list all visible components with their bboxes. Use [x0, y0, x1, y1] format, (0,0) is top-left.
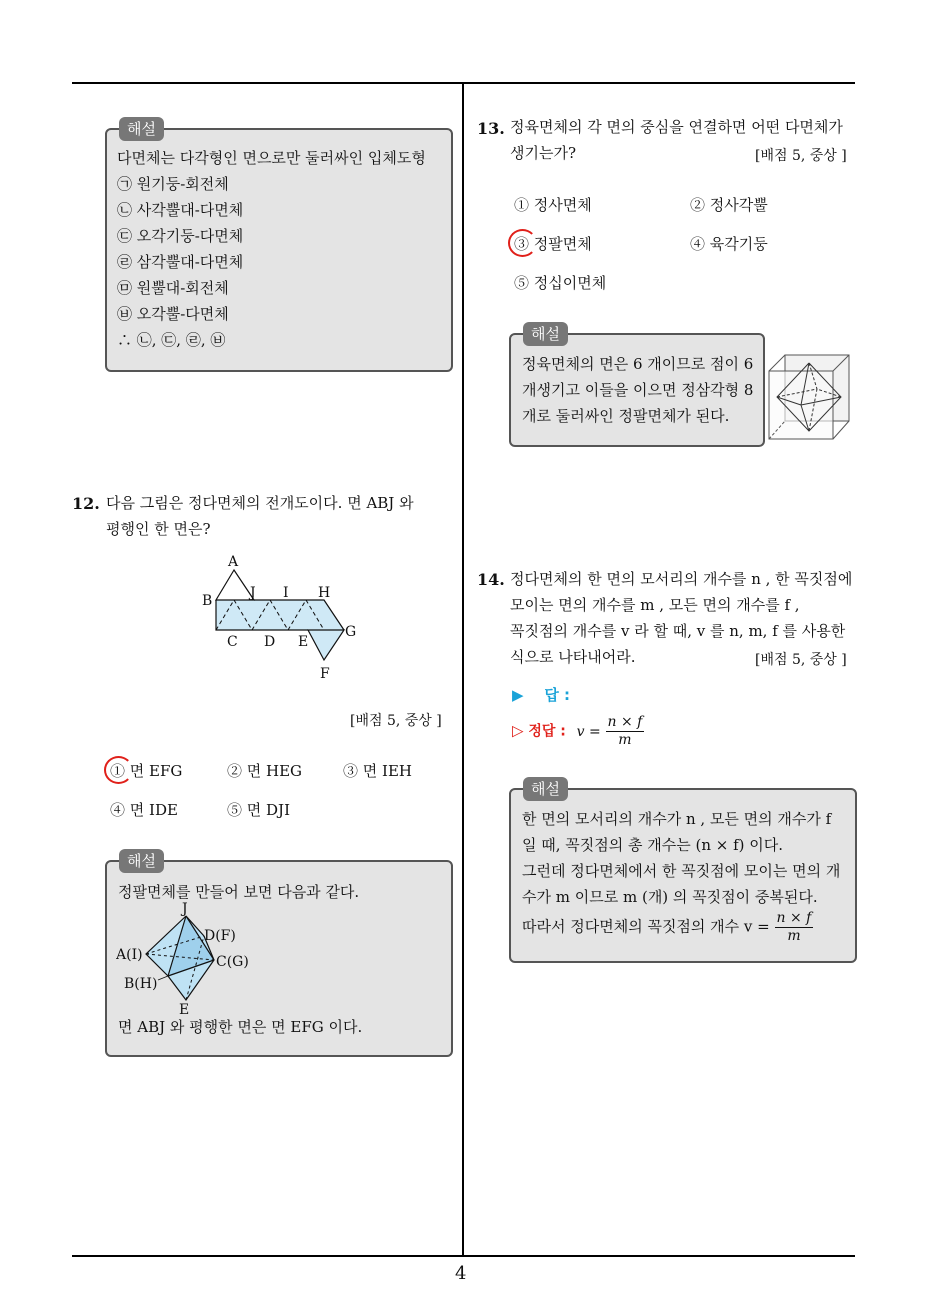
- explain-tag-q12: 해설: [119, 849, 164, 873]
- line: ㉥ 오각뿔-다면체: [117, 305, 229, 323]
- q12-line2: 평행인 한 면은?: [106, 520, 211, 538]
- q14-line2: 모이는 면의 개수를 m , 모든 면의 개수를 f ,: [510, 596, 800, 614]
- formula-fraction: [606, 714, 645, 749]
- score-q12: [배점 5, 중상 ]: [350, 713, 442, 729]
- line: 한 면의 모서리의 개수가 n , 모든 면의 개수가 f: [522, 810, 832, 828]
- explain-tag-q11: 해설: [119, 117, 164, 141]
- oct-leader: [158, 976, 168, 980]
- cube-octahedron-figure: [765, 351, 857, 445]
- line: 일 때, 꼭짓점의 총 개수는 (n × f) 이다.: [522, 836, 784, 854]
- choice-q12-5[interactable]: ⑤ 면 DJI: [227, 801, 290, 819]
- explain-numerator: n × f: [776, 910, 812, 926]
- question-number-12: 12.: [72, 494, 100, 513]
- q13-line2: 생기는가?: [510, 144, 577, 162]
- formula-lhs: v =: [576, 723, 601, 740]
- explain-tag-q14: 해설: [523, 777, 568, 801]
- oct-label-j: J: [182, 901, 188, 917]
- cube-edge: [769, 355, 785, 371]
- outline-play-icon: ▷: [512, 721, 524, 740]
- page-number: 4: [455, 1263, 467, 1284]
- bottom-rule: [72, 1255, 855, 1257]
- column-divider: [462, 84, 464, 1256]
- label-h: H: [318, 585, 331, 601]
- line: 따라서 정다면체의 꼭짓점의 개수 v =: [522, 917, 770, 936]
- face-abj: [216, 570, 254, 600]
- question-text-12: [106, 490, 456, 542]
- label-e: E: [298, 634, 309, 650]
- label-c: C: [227, 634, 238, 650]
- q14-line3: 꼭짓점의 개수를 v 라 할 때, v 를 n, m, f 를 사용한: [510, 622, 846, 640]
- line: ㉠ 원기둥-회전체: [117, 175, 229, 193]
- choice-q13-3[interactable]: ③ 정팔면체: [514, 235, 592, 253]
- net-diagram: [196, 552, 366, 684]
- choice-q12-3[interactable]: ③ 면 IEH: [343, 762, 412, 780]
- line: 정육면체의 면은 6 개이므로 점이 6: [522, 355, 754, 373]
- score-q14: [배점 5, 중상 ]: [755, 652, 847, 668]
- q14-line4: 식으로 나타내어라.: [510, 648, 636, 666]
- correct-answer-row: [512, 714, 644, 749]
- oct-label-bh: B(H): [124, 976, 158, 992]
- explain-q12-line2: 면 ABJ 와 평행한 면은 면 EFG 이다.: [118, 1018, 363, 1036]
- octahedron-diagram: [116, 900, 266, 1018]
- oct-label-df: D(F): [204, 928, 236, 944]
- line: 개로 둘러싸인 정팔면체가 된다.: [522, 407, 730, 425]
- choice-q13-4[interactable]: ④ 육각기둥: [690, 235, 768, 253]
- oct-label-cg: C(G): [216, 954, 249, 970]
- label-g: G: [345, 624, 357, 640]
- cube-edge: [833, 421, 849, 439]
- label-j: J: [250, 585, 256, 601]
- answer-row: [512, 684, 570, 705]
- explain-q12-line1: 정팔면체를 만들어 보면 다음과 같다.: [118, 883, 360, 901]
- score-q13: [배점 5, 중상 ]: [755, 148, 847, 164]
- explain-fraction: [775, 910, 814, 945]
- label-d: D: [264, 634, 276, 650]
- oct-label-ai: A(I): [116, 947, 143, 963]
- line: 그런데 정다면체에서 한 꼭짓점에 모이는 면의 개: [522, 862, 841, 880]
- line: ㉤ 원뿔대-회전체: [117, 279, 229, 297]
- line: 수가 m 이므로 m (개) 의 꼭짓점이 중복된다.: [522, 888, 818, 906]
- play-icon: ▶: [512, 686, 524, 704]
- choice-q13-5[interactable]: ⑤ 정십이면체: [514, 274, 607, 292]
- line: ∴ ㉡, ㉢, ㉣, ㉥: [117, 331, 226, 349]
- q12-line1: 다음 그림은 정다면체의 전개도이다. 면 ABJ 와: [106, 494, 414, 512]
- choice-q13-2[interactable]: ② 정사각뿔: [690, 196, 768, 214]
- explain-denominator: m: [787, 928, 801, 944]
- q14-line1: 정다면체의 한 면의 모서리의 개수를 n , 한 꼭짓점에: [510, 570, 853, 588]
- explain-text-q13: [522, 351, 762, 429]
- choice-q12-1[interactable]: ① 면 EFG: [110, 762, 183, 780]
- line: ㉡ 사각뿔대-다면체: [117, 201, 244, 219]
- correct-label: 정답 :: [528, 723, 566, 740]
- label-f: F: [320, 666, 330, 682]
- face-efg: [308, 630, 344, 660]
- line: 개생기고 이들을 이으면 정삼각형 8: [522, 381, 754, 399]
- choice-q13-1[interactable]: ① 정사면체: [514, 196, 592, 214]
- formula-numerator: n × f: [607, 714, 643, 730]
- answer-label: 답 :: [544, 686, 571, 704]
- question-number-13: 13.: [477, 119, 505, 138]
- label-b: B: [202, 593, 213, 609]
- label-a: A: [228, 554, 239, 570]
- choice-q12-2[interactable]: ② 면 HEG: [227, 762, 303, 780]
- explain-tag-q13: 해설: [523, 322, 568, 346]
- explain-text-q14: [522, 806, 854, 945]
- q13-line1: 정육면체의 각 면의 중심을 연결하면 어떤 다면체가: [510, 118, 843, 136]
- question-number-14: 14.: [477, 570, 505, 589]
- line-with-formula: [522, 910, 854, 945]
- choice-q12-4[interactable]: ④ 면 IDE: [110, 801, 178, 819]
- line: 다면체는 다각형인 면으로만 둘러싸인 입체도형: [117, 149, 426, 167]
- label-i: I: [283, 585, 289, 601]
- explain-text-q11: [117, 145, 447, 353]
- oct-label-e: E: [179, 1002, 190, 1018]
- formula-denominator: m: [618, 732, 632, 748]
- line: ㉢ 오각기둥-다면체: [117, 227, 244, 245]
- line: ㉣ 삼각뿔대-다면체: [117, 253, 244, 271]
